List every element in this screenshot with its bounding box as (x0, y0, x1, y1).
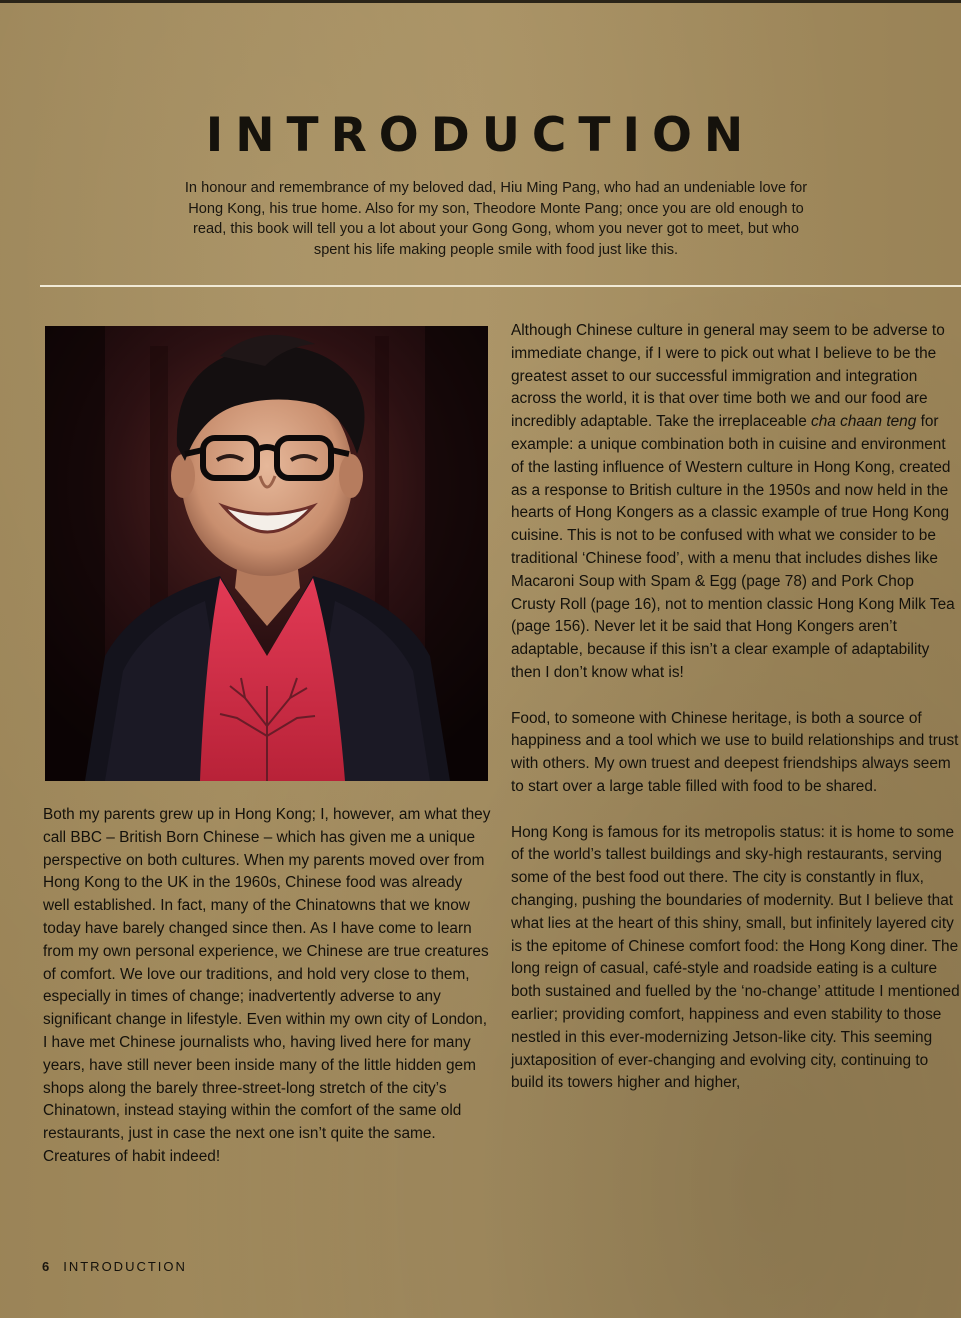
dedication-text: In honour and remembrance of my beloved dad, Hiu Ming Pang, who had an undeniable love for Hong Kong, his true home. Also for my son, Theodore Monte Pang; once you are old enough to read, this book will tell you a lot about your Gong Gong, whom you never got to meet, but who spent his life making people smile with food just like this. (184, 180, 808, 258)
footer-section-label: INTRODUCTION (63, 1259, 187, 1274)
right-paragraph-2: Food, to someone with Chinese heritage, is both a source of happiness and a tool which we use to build relationships and trust with others. My own truest and deepest friendships always seem to start over a large table filled with food to be shared. (511, 709, 959, 795)
page-footer (42, 1259, 187, 1275)
right-paragraph-1-part-a: Although Chinese culture in general may seem to be adverse to immediate change, if I were to pick out what I believe to be the greatest asset to our successful immigration and integration across the world, it is that over time both we and our food are incredibly adaptable. Take the irreplaceable (511, 322, 945, 431)
right-text-column (511, 320, 961, 1095)
author-portrait-illustration (45, 326, 488, 781)
right-paragraph-1-part-b: for example: a unique combination both in cuisine and environment of the lasting influence of Western culture in Hong Kong, created as a response to British culture in the 1950s and now held in the hearts of Hong Kongers as a classic example of true Hong Kong cuisine. This is not to be confused with what we consider to be traditional ‘Chinese food’, with a menu that includes dishes like Macaroni Soup with Spam & Egg (page 78) and Pork Chop Crusty Roll (page 16), not to mention classic Hong Kong Milk Tea (page 156). Never let it be said that Hong Kongers aren’t adaptable, because if this isn’t a clear example of adaptability then I don’t know what is! (511, 413, 955, 681)
left-text-column (43, 804, 493, 1169)
author-portrait-photo (45, 326, 488, 781)
section-divider (40, 285, 961, 287)
page-number: 6 (42, 1259, 52, 1274)
left-paragraph-1: Both my parents grew up in Hong Kong; I, however, am what they call BBC – British Born Chinese – which has given me a unique perspective on both cultures. When my parents moved over from Hong Kong to the UK in the 1960s, Chinese food was already well established. In fact, many of the Chinatowns that we know today have barely changed since then. As I have come to learn from my own personal experience, we Chinese are true creatures of comfort. We love our traditions, and hold very close to them, especially in times of change; inadvertently adverse to any significant change in lifestyle. Even within my own city of London, I have met Chinese journalists who, having lived here for many years, have still never been inside many of the little hidden gem shops along the barely three-street-long stretch of the city’s Chinatown, instead staying within the comfort of the same old restaurants, just in case the next one isn’t quite the same. Creatures of habit indeed! (43, 806, 491, 1165)
page-title: INTRODUCTION (205, 108, 756, 163)
cha-chaan-teng-term: cha chaan teng (811, 413, 917, 431)
right-paragraph-1 (511, 320, 961, 685)
right-paragraph-3: Hong Kong is famous for its metropolis status: it is home to some of the world’s tallest buildings and sky-high restaurants, serving some of the best food out there. The city is constantly in flux, changing, pushing the boundaries of modernity. But I believe that what lies at the heart of this shiny, small, but infinitely layered city is the epitome of Chinese comfort food: the Hong Kong diner. The long reign of casual, café-style and roadside eating is a culture both sustained and fuelled by the ‘no-change’ attitude I mentioned earlier; providing comfort, happiness and even stability to those nestled in this ever-modernizing Jetson-like city. This seeming juxtaposition of ever-changing and evolving city, continuing to build its towers higher and higher, (511, 823, 960, 1092)
top-edge-bar (0, 0, 961, 3)
